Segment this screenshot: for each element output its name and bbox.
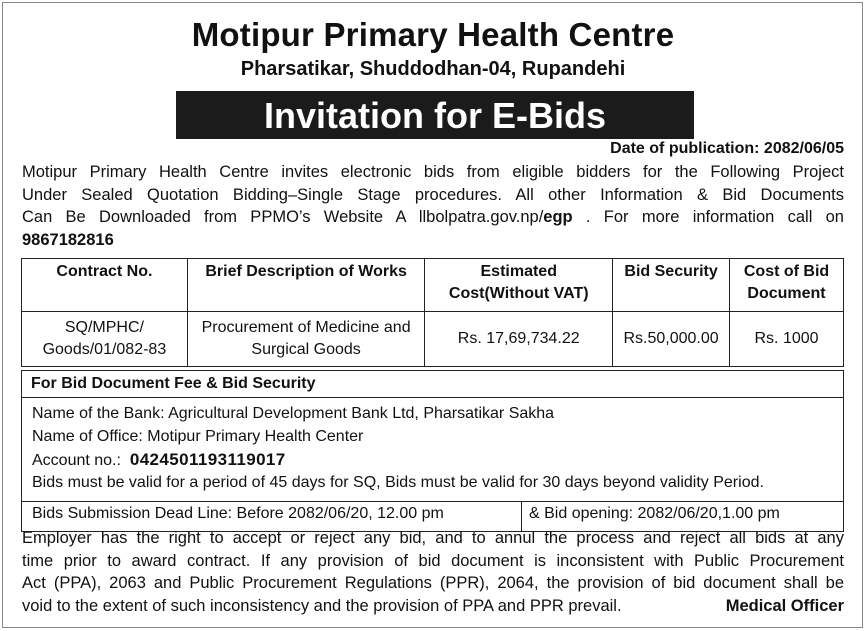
account-label: Account no.: xyxy=(32,452,121,469)
signatory-title: Medical Officer xyxy=(725,596,844,615)
notice-banner: Invitation for E-Bids xyxy=(176,91,694,139)
egp-link-text: egp xyxy=(543,208,573,226)
intro-paragraph xyxy=(22,161,844,251)
column-header: Bid Security xyxy=(613,259,730,312)
intro-line: Under Sealed Quotation Bidding–Single Stage procedures. All other Information & Bid Documents xyxy=(22,185,844,204)
terms-last-line xyxy=(22,595,844,618)
intro-line xyxy=(22,206,844,229)
intro-line: Motipur Primary Health Centre invites electronic bids from eligible bidders for the Following Project xyxy=(22,163,844,181)
column-header: Estimated Cost(Without VAT) xyxy=(425,259,613,312)
submission-deadline: Bids Submission Dead Line: Before 2082/06/20, 12.00 pm xyxy=(32,505,444,522)
estimated-cost-cell: Rs. 17,69,734.22 xyxy=(425,312,613,367)
contract-number-cell: SQ/MPHC/ Goods/01/082-83 xyxy=(22,312,188,367)
terms-line: Act (PPA), 2063 and Public Procurement Regulations (PPR), 2064, the provision of bid document shall be xyxy=(22,574,844,592)
column-header: Brief Description of Works xyxy=(187,259,425,312)
phone-number: 9867182816 xyxy=(22,230,114,249)
fee-section-heading: For Bid Document Fee & Bid Security xyxy=(22,371,843,398)
terms-line: time prior to award contract. If any provision of bid document is inconsistent with Public Procurement xyxy=(22,551,844,570)
bid-opening: & Bid opening: 2082/06/20,1.00 pm xyxy=(529,505,780,522)
intro-text: . For more information call on xyxy=(572,208,844,226)
column-header: Cost of Bid Document xyxy=(730,259,844,312)
intro-text: Can Be Downloaded from PPMO’s Website A llbolpatra.gov.np/ xyxy=(22,208,544,226)
terms-line: void to the extent of such inconsistency and the provision of PPA and PPR prevail. xyxy=(22,596,622,615)
fee-section xyxy=(21,370,844,532)
organization-title: Motipur Primary Health Centre xyxy=(191,16,675,53)
column-header: Contract No. xyxy=(22,259,188,312)
publication-date: Date of publication: 2082/06/05 xyxy=(610,140,844,157)
bid-security-cell: Rs.50,000.00 xyxy=(613,312,730,367)
terms-line: Employer has the right to accept or reject any bid, and to annul the process and reject all bids at any xyxy=(22,529,844,547)
document-cost-cell: Rs. 1000 xyxy=(730,312,844,367)
bid-table xyxy=(21,258,844,367)
table-header-row xyxy=(22,259,844,312)
account-number: 0424501193119017 xyxy=(129,450,286,469)
validity-note: Bids must be valid for a period of 45 days for SQ, Bids must be valid for 30 days beyond validity Period. xyxy=(32,474,764,491)
intro-line xyxy=(22,229,844,252)
bank-name: Name of the Bank: Agricultural Development Bank Ltd, Pharsatikar Sakha xyxy=(32,405,555,422)
description-cell: Procurement of Medicine and Surgical Goods xyxy=(187,312,425,367)
terms-paragraph xyxy=(22,527,844,617)
account-row xyxy=(32,449,286,472)
organization-address: Pharsatikar, Shuddodhan-04, Rupandehi xyxy=(240,58,626,80)
office-name: Name of Office: Motipur Primary Health Center xyxy=(32,428,364,445)
table-row xyxy=(22,312,844,367)
